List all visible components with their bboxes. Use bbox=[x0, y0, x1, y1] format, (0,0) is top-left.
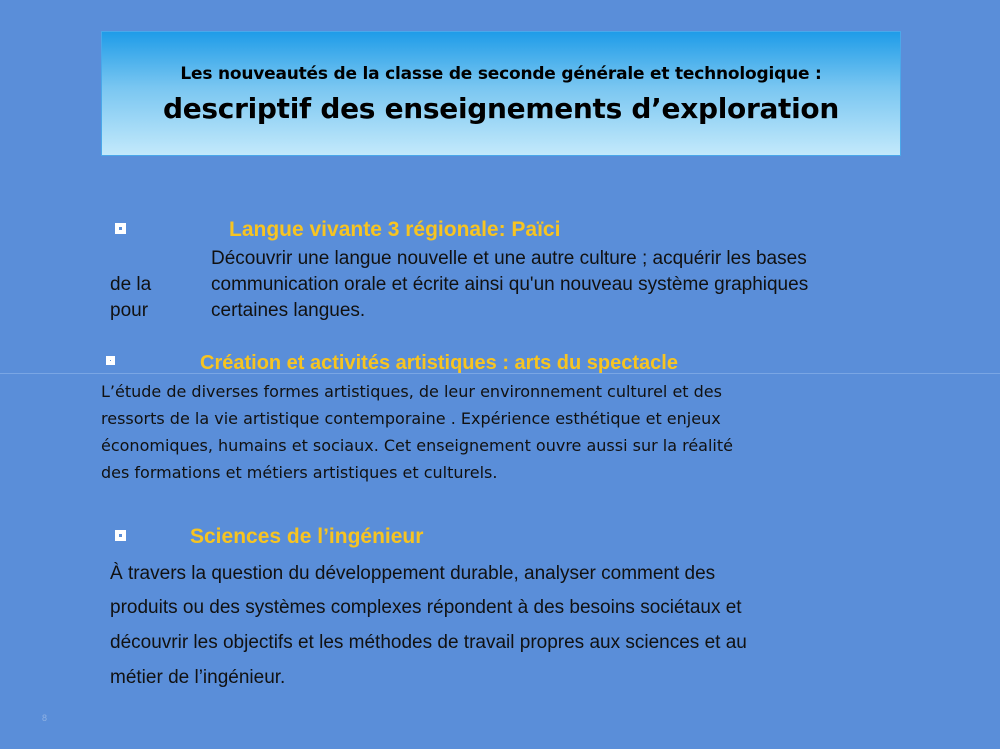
section3-line-3: découvrir les objectifs et les méthodes de travail propres aux sciences et au bbox=[110, 632, 747, 653]
section1-line-2: communication orale et écrite ainsi qu'un nouveau système graphiques bbox=[211, 274, 809, 295]
section2-line-3: économiques, humains et sociaux. Cet enseignement ouvre aussi sur la réalité bbox=[101, 436, 733, 455]
section1-heading: Langue vivante 3 régionale: Païci bbox=[229, 218, 561, 241]
checkbox-bullet-icon bbox=[115, 530, 126, 541]
section1-line-2-left: de la bbox=[110, 274, 152, 295]
section3-line-1: À travers la question du développement durable, analyser comment des bbox=[110, 563, 716, 584]
checkbox-bullet-icon bbox=[115, 223, 126, 234]
section3-line-4: métier de l’ingénieur. bbox=[110, 667, 286, 688]
section2-line-2: ressorts de la vie artistique contemporaine . Expérience esthétique et enjeux bbox=[101, 409, 721, 428]
section2-heading: Création et activités artistiques : arts du spectacle bbox=[200, 352, 678, 374]
section2-line-4: des formations et métiers artistiques et culturels. bbox=[101, 463, 498, 482]
checkbox-bullet-icon bbox=[106, 356, 115, 365]
section3-heading: Sciences de l’ingénieur bbox=[190, 525, 424, 548]
title-line-1: Les nouveautés de la classe de seconde générale et technologique : bbox=[180, 64, 822, 84]
section1-line-3-left: pour bbox=[110, 300, 149, 321]
section3-line-2: produits ou des systèmes complexes répondent à des besoins sociétaux et bbox=[110, 597, 742, 618]
section2-line-1: L’étude de diverses formes artistiques, de leur environnement culturel et des bbox=[101, 382, 722, 401]
section1-line-1: Découvrir une langue nouvelle et une autre culture ; acquérir les bases bbox=[211, 248, 807, 269]
section1-line-3: certaines langues. bbox=[211, 300, 366, 321]
title-line-2: descriptif des enseignements d’exploration bbox=[162, 92, 839, 125]
page-number: 8 bbox=[42, 713, 48, 723]
title-box bbox=[101, 31, 901, 156]
